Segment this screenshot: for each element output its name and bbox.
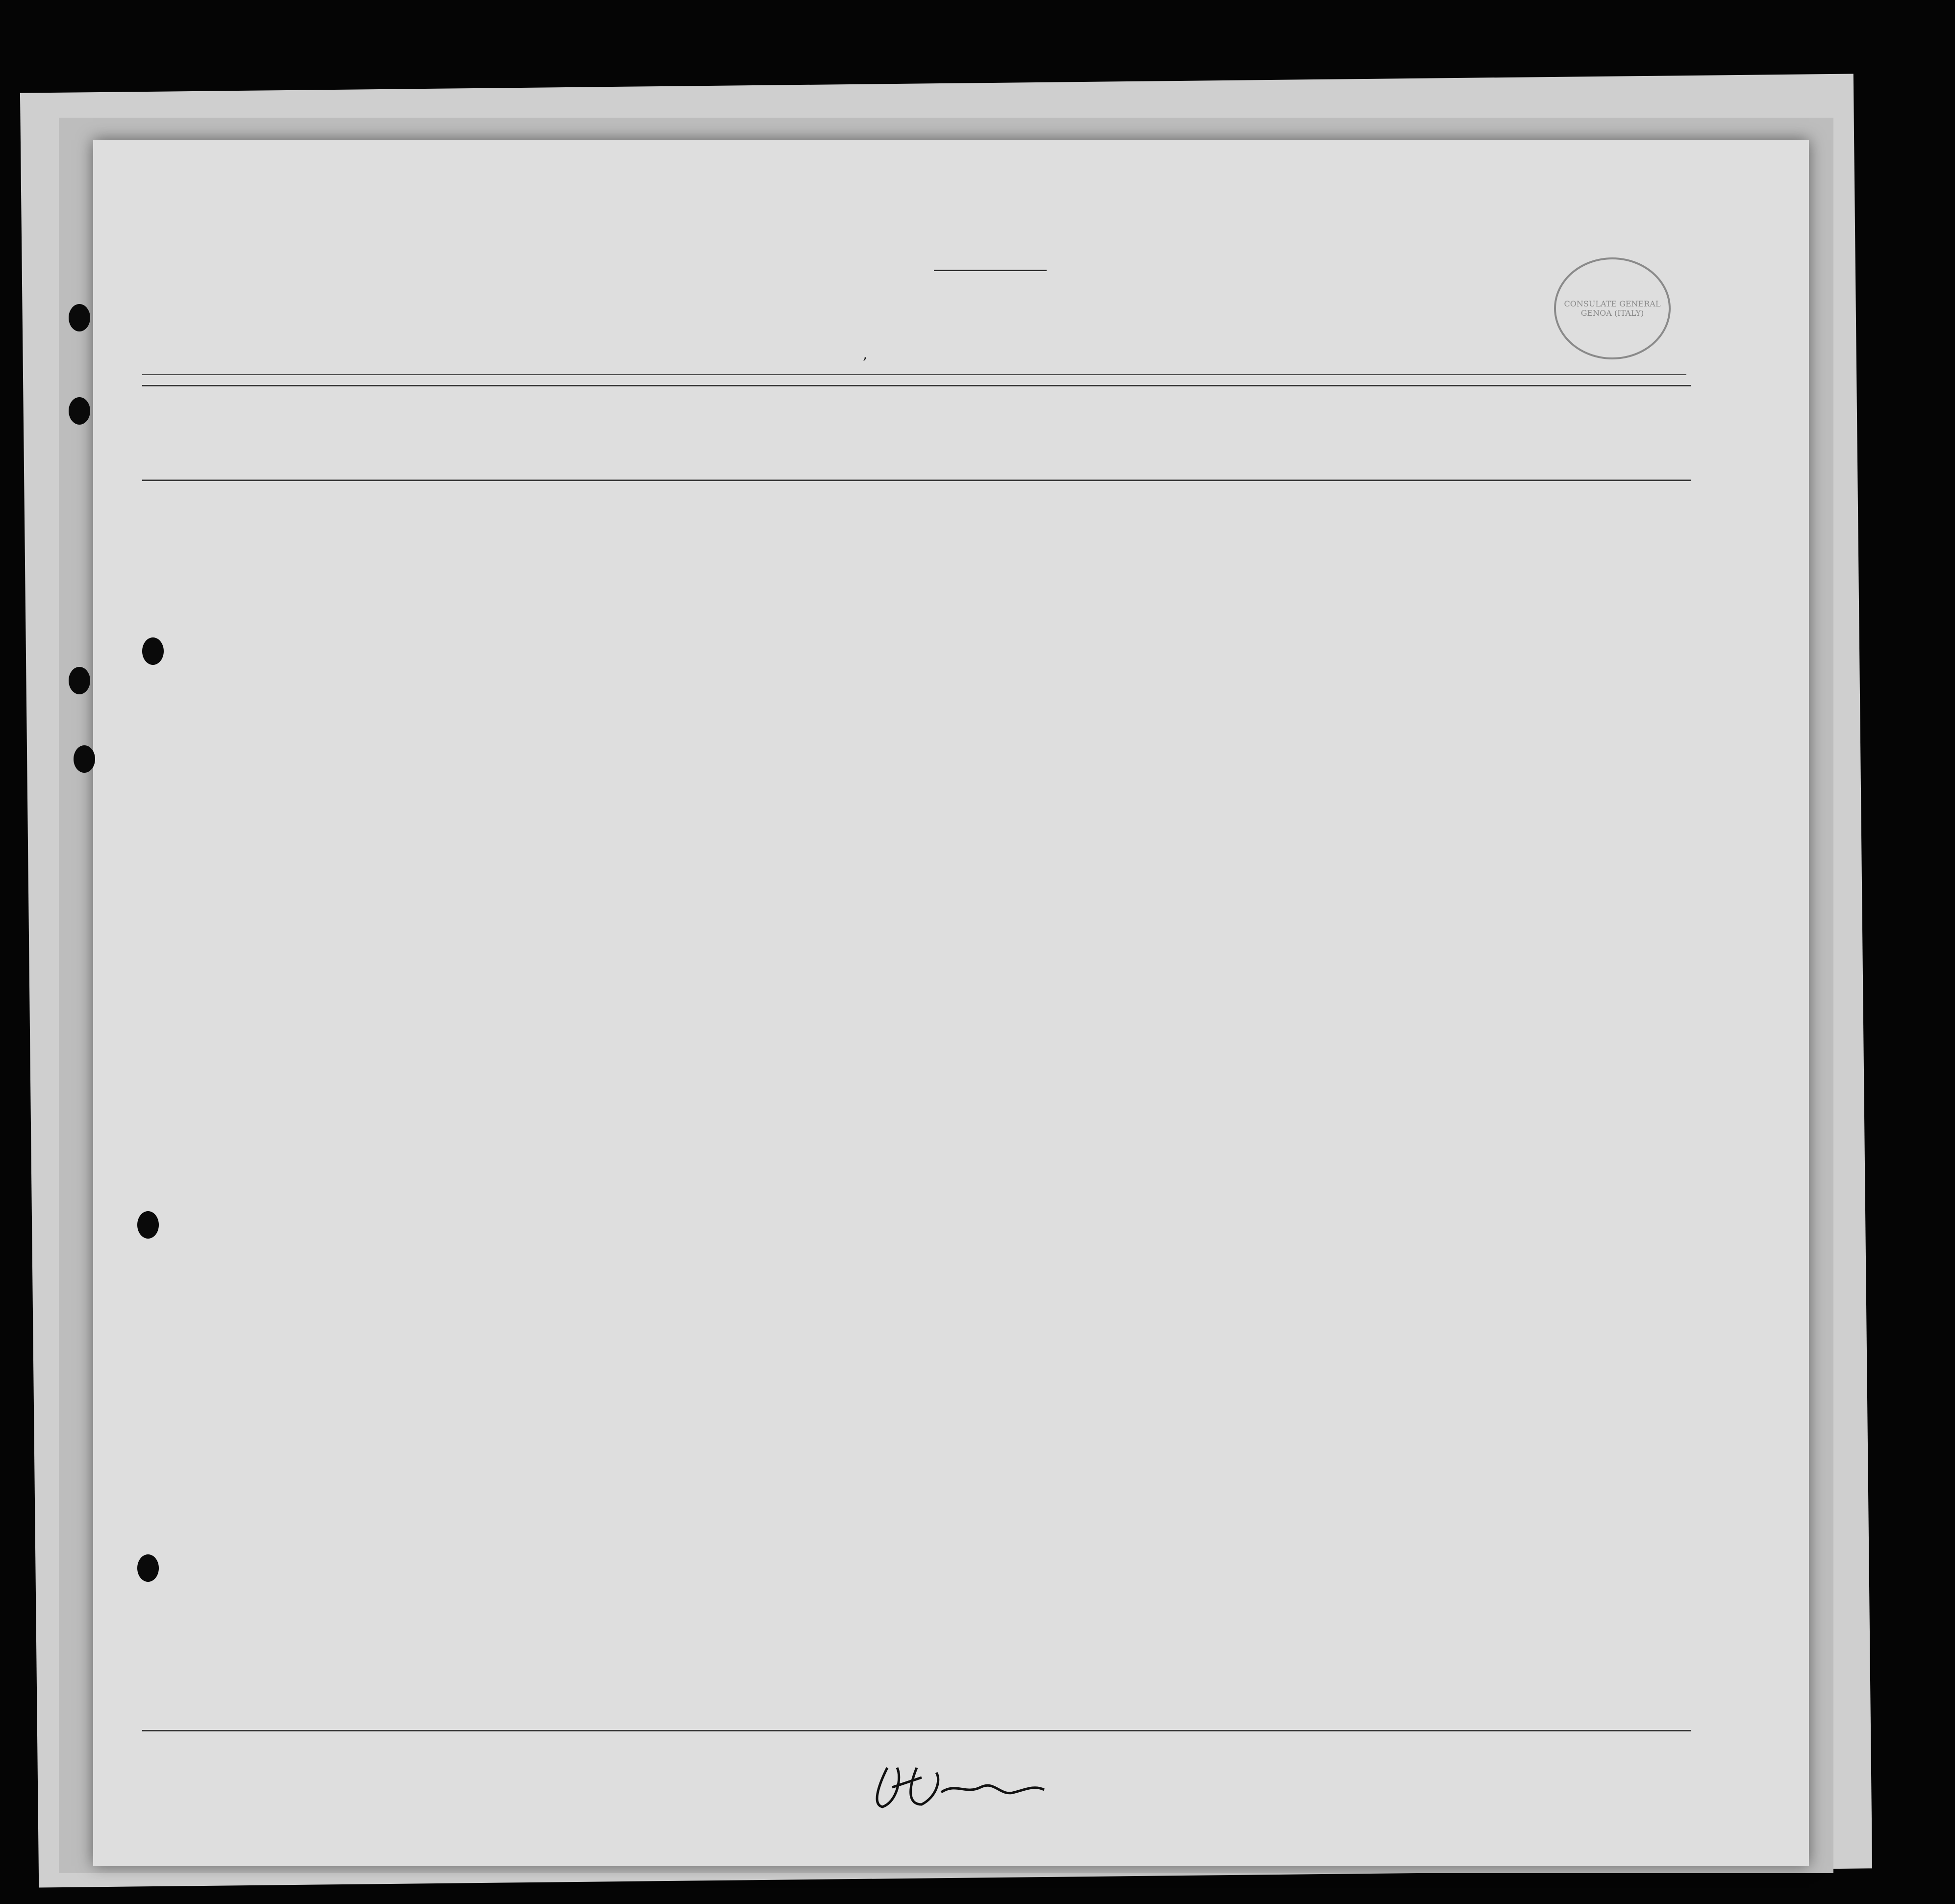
pen-strokes	[93, 483, 1809, 1611]
punch-hole-icon	[69, 304, 90, 331]
header-separator	[142, 480, 1691, 481]
punch-hole-icon	[74, 745, 95, 773]
punch-hole-icon	[69, 667, 90, 694]
title-underline	[934, 270, 1047, 271]
punch-hole-icon	[142, 637, 164, 665]
punch-hole-icon	[69, 397, 90, 425]
sheet-number	[1556, 213, 1561, 237]
inspector-signature-icon	[868, 1758, 1054, 1812]
comma: ,	[863, 346, 868, 363]
header-rule	[142, 374, 1686, 375]
consulate-stamp-icon: CONSULATE GENERAL GENOA (ITALY)	[1554, 257, 1671, 359]
punch-hole-icon	[137, 1554, 159, 1582]
punch-hole-icon	[137, 1211, 159, 1239]
manifest-page	[93, 140, 1809, 1866]
